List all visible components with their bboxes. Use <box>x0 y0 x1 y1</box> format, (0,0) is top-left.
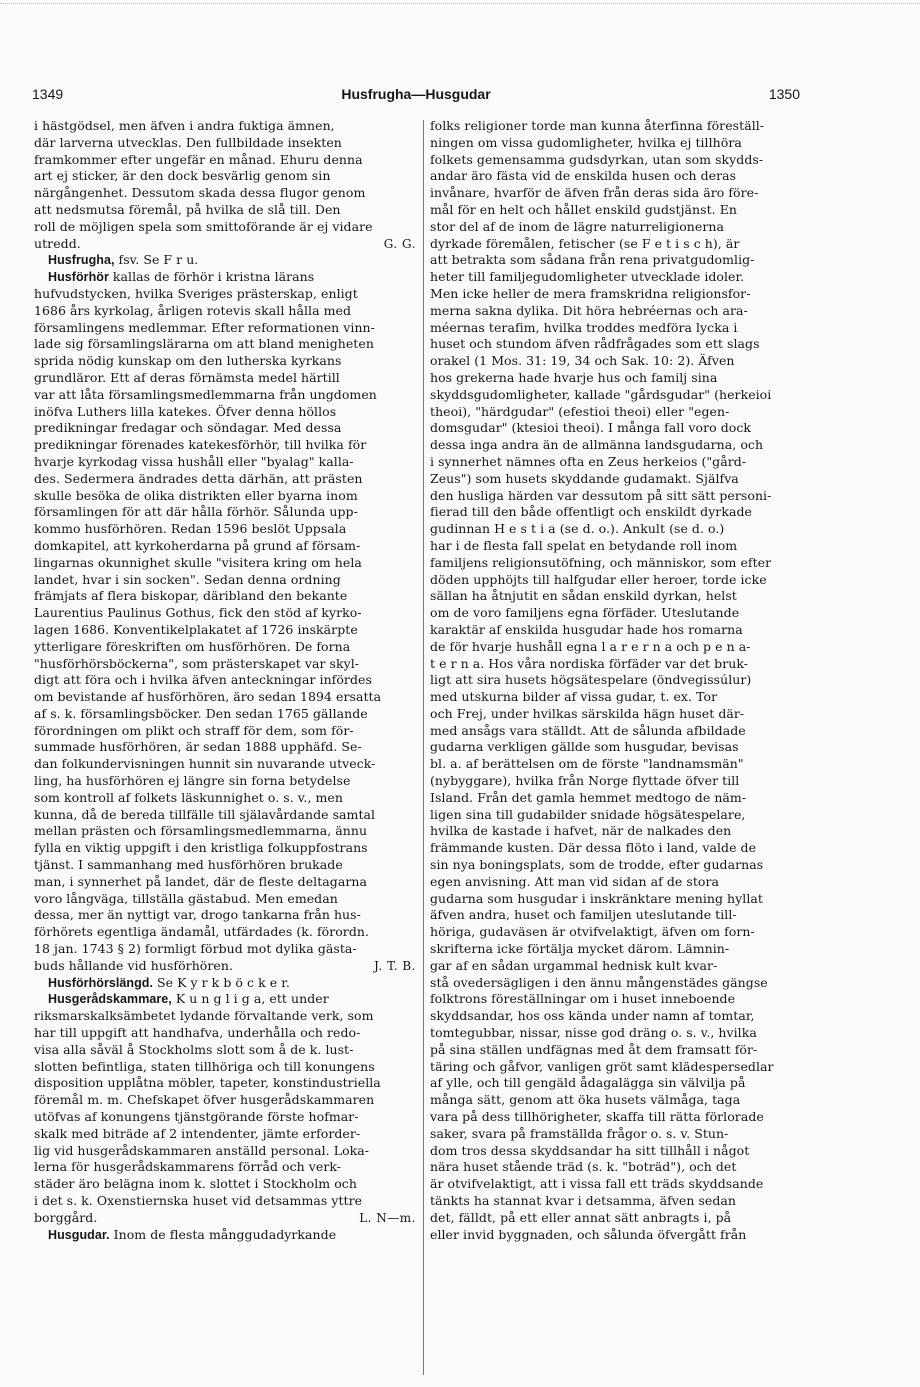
text-line: landet, hvar i sin socken". Sedan denna ordning <box>34 571 341 587</box>
text-line: karaktär af enskilda husgudar hade hos romarna <box>430 621 743 637</box>
text-line: lade sig församlingslärarna om att bland menigheten <box>34 336 374 352</box>
text-line: stor del af de inom de lägre naturreligionerna <box>430 218 724 234</box>
entry-headword: Husförhör <box>48 270 109 285</box>
text-line: hos grekerna hade hvarje hus och familj sina <box>430 369 718 385</box>
author-signature: L. N—m. <box>359 1210 416 1225</box>
text-line: Island. Från det gamla hemmet medtogo de näm- <box>430 789 747 805</box>
entry-husforhor <box>34 269 416 286</box>
text-line: af ylle, och till gengäld ådagalägga sin välvilja på <box>430 1075 746 1091</box>
text-line: slotten befintliga, staten tillhöriga och till konungens <box>34 1058 375 1074</box>
text-line: heter till familjegudomligheter utvecklade idoler. <box>430 269 745 285</box>
column-divider <box>423 120 424 1375</box>
text-line: höriga, gudaväsen är otvifvelaktigt, äfven om forn- <box>430 924 755 940</box>
text-line: voro långväga, tillställa gästabud. Men emedan <box>34 890 338 906</box>
text-line: föremål m. m. Chefskapet öfver husgerådskammaren <box>34 1092 375 1108</box>
entry-headword: Husgudar. <box>48 1227 110 1242</box>
entry-husgeradskammare <box>34 991 416 1008</box>
text-line: theoi), "härdgudar" (efestioi theoi) eller "egen- <box>430 403 730 419</box>
text-line: skyddsgudomligheter, kallade "gårdsgudar" (herkeioi <box>430 386 772 402</box>
text-line: hvarje kyrkodag vissa hushåll eller "byalag" kalla- <box>34 453 354 469</box>
page-number-left: 1349 <box>32 86 64 102</box>
text-line: kommo husförhören. Redan 1596 beslöt Uppsala <box>34 521 347 537</box>
text-line <box>34 236 416 253</box>
text-line: skulle besöka de olika distrikten eller byarna inom <box>34 487 358 503</box>
text-line: orakel (1 Mos. 31: 19, 34 och Sak. 10: 2). Äfven <box>430 353 735 369</box>
text-line: gar af en sådan urgammal hednisk kult kvar- <box>430 957 718 973</box>
text-line: är otvifvelaktigt, att i vissa fall ett träds skyddsande <box>430 1176 764 1192</box>
text-line: mellan prästen och församlingsmedlemmarna, ännu <box>34 823 368 839</box>
text-line: gudarna som husgudar i inskränktare mening hyllat <box>430 890 763 906</box>
text-line: ytterligare föreskriften om husförhören. De forna <box>34 638 351 654</box>
text-line: och Frej, under hvilkas särskilda hägn huset där- <box>430 705 745 721</box>
text-line: många sätt, genom att öka husets välmåga, taga <box>430 1092 741 1108</box>
text-line: skyddsandar, hos oss kända under namn af tomtar, <box>430 1008 755 1024</box>
text-line: med ansågs vara ställdt. Att de sålunda afbildade <box>430 722 746 738</box>
page-number-right: 1350 <box>768 86 800 102</box>
text-line <box>34 958 416 975</box>
text-line: där larverna utvecklas. Den fullbildade insekten <box>34 134 342 150</box>
text-line: 1686 års kyrkolag, årligen rotevis skall hålla med <box>34 302 352 318</box>
text-line: t e r n a. Hos våra nordiska förfäder var det bruk- <box>430 655 749 671</box>
text-line: bl. a. af berättelsen om de förste "landnamsmän" <box>430 756 744 772</box>
text-line: domsgudar" (ktesioi theoi). I många fall voro dock <box>430 420 752 436</box>
text-line: vara på dess tillhörigheter, skaffa till rätta förlorade <box>430 1109 764 1125</box>
text-line: sprida nödig kunskap om den lutherska kyrkans <box>34 353 342 369</box>
text-line: städer äro belägna inom k. slottet i Stockholm och <box>34 1176 357 1192</box>
text-line: invånare, hvarför de äfven från deras sida äro före- <box>430 185 759 201</box>
text-line: af s. k. församlingsböcker. Den sedan 1765 gällande <box>34 705 368 721</box>
text-line: predikningar förenades katekesförhör, till hvilka för <box>34 437 367 453</box>
text-line: hvilka de kastade i hafvet, när de nalkades den <box>430 823 732 839</box>
author-signature: G. G. <box>383 236 416 251</box>
text-line: det, fälldt, på ett eller annat sätt anbragts i, på <box>430 1209 732 1225</box>
text-line: eller invid byggnaden, och sålunda öfvergått från <box>430 1226 747 1242</box>
text-line: huset och stundom äfven rådfrågades som ett slags <box>430 336 760 352</box>
text-line: ligt att sira husets högsätespelare (öndvegissúlur) <box>430 672 752 688</box>
entry-text: Se K y r k b ö c k e r. <box>157 974 290 990</box>
text-line: saker, svara på framställda frågor o. s. v. Stun- <box>430 1125 729 1141</box>
text-line: inöfva Luthers lilla katekes. Öfver denna höllos <box>34 403 337 419</box>
text-line: skalk med biträde af 2 intendenter, jämte erforder- <box>34 1125 361 1141</box>
text-line: hufvudstycken, hvilka Sveriges prästerskap, enligt <box>34 285 358 301</box>
text-line: visa alla såväl å Stockholms slott som å de k. lust- <box>34 1041 354 1057</box>
text-line: främmande kusten. Där dessa flöto i land, valde de <box>430 840 757 856</box>
text-line: framkommer efter ungefär en månad. Ehuru denna <box>34 151 363 167</box>
text-line: tomtegubbar, nissar, nisse god dräng o. s. v., hvilka <box>430 1025 757 1041</box>
text-line: folks religioner torde man kunna återfinna föreställ- <box>430 118 765 133</box>
text-line: i det s. k. Oxenstiernska huset vid detsammas yttre <box>34 1193 363 1208</box>
text-line: digt att föra och i hvilka äfven anteckningar infördes <box>34 672 372 688</box>
entry-headword: Husförhörslängd. <box>48 975 153 990</box>
text-line: roll de möjligen spela som smittoförande är ej vidare <box>34 218 373 234</box>
text-line: tjänst. I sammanhang med husförhören brukade <box>34 857 343 873</box>
right-column <box>430 118 812 1243</box>
text-line: summade husförhören, är sedan 1888 upphäfd. Se- <box>34 739 362 755</box>
text-line: dom tros dessa skyddsandar ha sitt tillhåll i något <box>430 1142 750 1158</box>
text-line: de för hvarje hushåll egna l a r e r n a och p e n a- <box>430 638 751 654</box>
text-line: gudarna verkligen gällde som husgudar, bevisas <box>430 739 739 755</box>
text-line: egen anvisning. Att man vid sidan af de stora <box>430 873 719 889</box>
entry-text: Inom de flesta månggudadyrkande <box>113 1226 337 1242</box>
entry-text: fsv. Se F r u. <box>118 252 199 268</box>
text-line: dan folkundervisningen hunnit sin nuvarande utveck- <box>34 756 376 772</box>
text-line: folkets gemensamma gudsdyrkan, utan som skydds- <box>430 151 764 167</box>
text-line: utöfvas af konungens tjänstgörande förste hofmar- <box>34 1109 359 1125</box>
text-line: i hästgödsel, men äfven i andra fuktiga ämnen, <box>34 118 335 133</box>
author-signature: J. T. B. <box>373 958 416 973</box>
text-line: merna sakna dylika. Dit höra hebréernas och ara- <box>430 302 748 318</box>
text-line: riksmarskalksämbetet lydande förvaltande verk, som <box>34 1008 374 1024</box>
text-line: ling, ha husförhören ej längre sin forna betydelse <box>34 773 351 789</box>
text-line: nära huset stående träd (s. k. "boträd"), och det <box>430 1159 737 1175</box>
top-rule <box>0 3 920 4</box>
text-line: på sina ställen undfägnas med åt dem framsatt för- <box>430 1041 758 1057</box>
text-line: lagen 1686. Konventikelplakatet af 1726 inskärpte <box>34 621 358 637</box>
text-line: Laurentius Paulinus Gothus, fick den stöd af kyrko- <box>34 605 362 621</box>
text-line: om de voro familjens egna förfäder. Uteslutande <box>430 605 740 621</box>
text-line: i synnerhet nämnes ofta en Zeus herkeios ("gård- <box>430 453 747 469</box>
entry-husfrugha <box>34 252 416 269</box>
entry-text: K u n g l i g a, ett under <box>175 991 329 1007</box>
text-line: (nybyggare), hvilka från Norge flyttade öfver till <box>430 773 740 789</box>
text-line: ligen sina till gudabilder snidade högsätespelare, <box>430 806 746 822</box>
text-line: 18 jan. 1743 § 2) formligt förbud mot dylika gästa- <box>34 941 357 957</box>
text-line: méernas terafim, hvilka troddes medföra lycka i <box>430 319 738 335</box>
text-line: tänkts ha stannat kvar i detsamma, äfven sedan <box>430 1193 737 1208</box>
text-span: buds hållande vid husförhören. <box>34 957 233 973</box>
text-line: har till uppgift att handhafva, underhålla och redo- <box>34 1025 361 1041</box>
entry-husforhorslangd <box>34 975 416 992</box>
text-line: närgångenhet. Dessutom skada dessa flugor genom <box>34 185 366 201</box>
text-line <box>34 1210 416 1227</box>
text-line: grundläror. Ett af deras förnämsta medel härtill <box>34 369 340 385</box>
text-line: Men icke heller de mera framskridna religionsfor- <box>430 285 751 301</box>
text-line: andar äro fästa vid de enskilda husen och deras <box>430 168 737 184</box>
text-line: kunna, då de bereda tillfälle till själavårdande samtal <box>34 806 376 822</box>
page-header <box>32 86 800 110</box>
text-line: mål för en helt och hållet enskild gudstjänst. En <box>430 201 737 217</box>
text-line: lerna för husgerådskammarens förråd och verk- <box>34 1159 342 1175</box>
text-line: fierad till den både offentligt och enskildt dyrkade <box>430 504 752 520</box>
text-span: utredd. <box>34 235 81 251</box>
text-line: dessa, mer än nyttigt var, drogo tankarna från hus- <box>34 907 361 923</box>
text-line: om bevistande af husförhören, äro sedan 1894 ersatta <box>34 689 382 705</box>
text-line: des. Sedermera ändrades detta därhän, att prästen <box>34 470 363 486</box>
text-line: församlingens medlemmar. Efter reformationen vinn- <box>34 319 375 335</box>
text-line: att nedsmutsa föremål, på hvilka de slå till. Den <box>34 201 341 217</box>
text-line: man, i synnerhet på landet, där de fleste deltagarna <box>34 873 367 889</box>
entry-headword: Husgerådskammare, <box>48 992 172 1007</box>
text-line: äfven andra, huset och familjen uteslutande till- <box>430 907 737 923</box>
text-line: disposition upplåtna möbler, tapeter, konstindustriella <box>34 1075 381 1091</box>
text-line: täring och gåfvor, vanligen gröt samt klädespersedlar <box>430 1058 774 1074</box>
text-line: den husliga härden var dessutom på sitt sätt personi- <box>430 487 772 503</box>
text-line: förhörets egentliga ändamål, utfärdades (k. förordn. <box>34 924 370 940</box>
text-line: dyrkade föremålen, fetischer (se F e t i s c h), är <box>430 235 740 251</box>
text-line: med utskurna bilder af vissa gudar, t. ex. Tor <box>430 689 718 705</box>
text-line: familjens religionsutöfning, och människor, som efter <box>430 554 772 570</box>
text-line: art ej sticker, är den dock besvärlig genom sin <box>34 168 331 184</box>
text-line: domkapitel, att kyrkoherdarna på grund af försam- <box>34 537 361 553</box>
text-span: borggård. <box>34 1209 98 1225</box>
text-line: ningen om vissa gudomligheter, hvilka ej tillhöra <box>430 134 742 150</box>
text-line: predikningar fredagar och söndagar. Med dessa <box>34 420 342 436</box>
text-line: lig vid husgerådskammaren anställd personal. Loka- <box>34 1142 370 1158</box>
text-line: har i de flesta fall spelat en betydande roll inom <box>430 537 738 553</box>
running-title: Husfrugha—Husgudar <box>341 86 491 102</box>
text-line: att betrakta som sådana från rena privatgudomlig- <box>430 252 755 268</box>
text-line: skrifterna icke förtälja mycket därom. Lämnin- <box>430 941 730 957</box>
left-column <box>34 118 416 1243</box>
text-line: gudinnan H e s t i a (se d. o.). Ankult (se d. o.) <box>430 521 725 537</box>
text-line: lingarnas okunnighet skulle "visitera kring om hela <box>34 554 362 570</box>
entry-husgudar <box>34 1227 416 1244</box>
text-line: folktrons föreställningar om i huset inneboende <box>430 991 736 1007</box>
text-line: "husförhörsböckerna", som prästerskapet var skyl- <box>34 655 360 671</box>
text-line: fylla en viktig uppgift i den kristliga folkuppfostrans <box>34 840 368 856</box>
text-line: dessa inga andra än de allmänna landsgudarna, och <box>430 437 764 453</box>
text-line: förordningen om plikt och straff för dem, som för- <box>34 722 354 738</box>
entry-text: kallas de förhör i kristna lärans <box>112 269 315 285</box>
entry-headword: Husfrugha, <box>48 253 115 268</box>
text-line: stå ovedersägligen i den ännu mångenstädes gängse <box>430 974 768 990</box>
text-line: döden upphöjts till halfgudar eller heroer, torde icke <box>430 571 767 587</box>
text-line: Zeus") som husets skyddande gudamakt. Själfva <box>430 470 739 486</box>
text-line: sällan ha åtnjutit en sådan enskild dyrkan, helst <box>430 588 737 604</box>
text-line: var att låta församlingsmedlemmarna från ungdomen <box>34 386 377 402</box>
text-line: som kontroll af folkets läskunnighet o. s. v., men <box>34 789 343 805</box>
text-line: främjats af flera biskopar, däribland den bekante <box>34 588 348 604</box>
text-line: församlingen för att där hålla förhör. Sålunda upp- <box>34 504 358 520</box>
text-line: sin nya boningsplats, som de trodde, efter gudarnas <box>430 857 764 873</box>
